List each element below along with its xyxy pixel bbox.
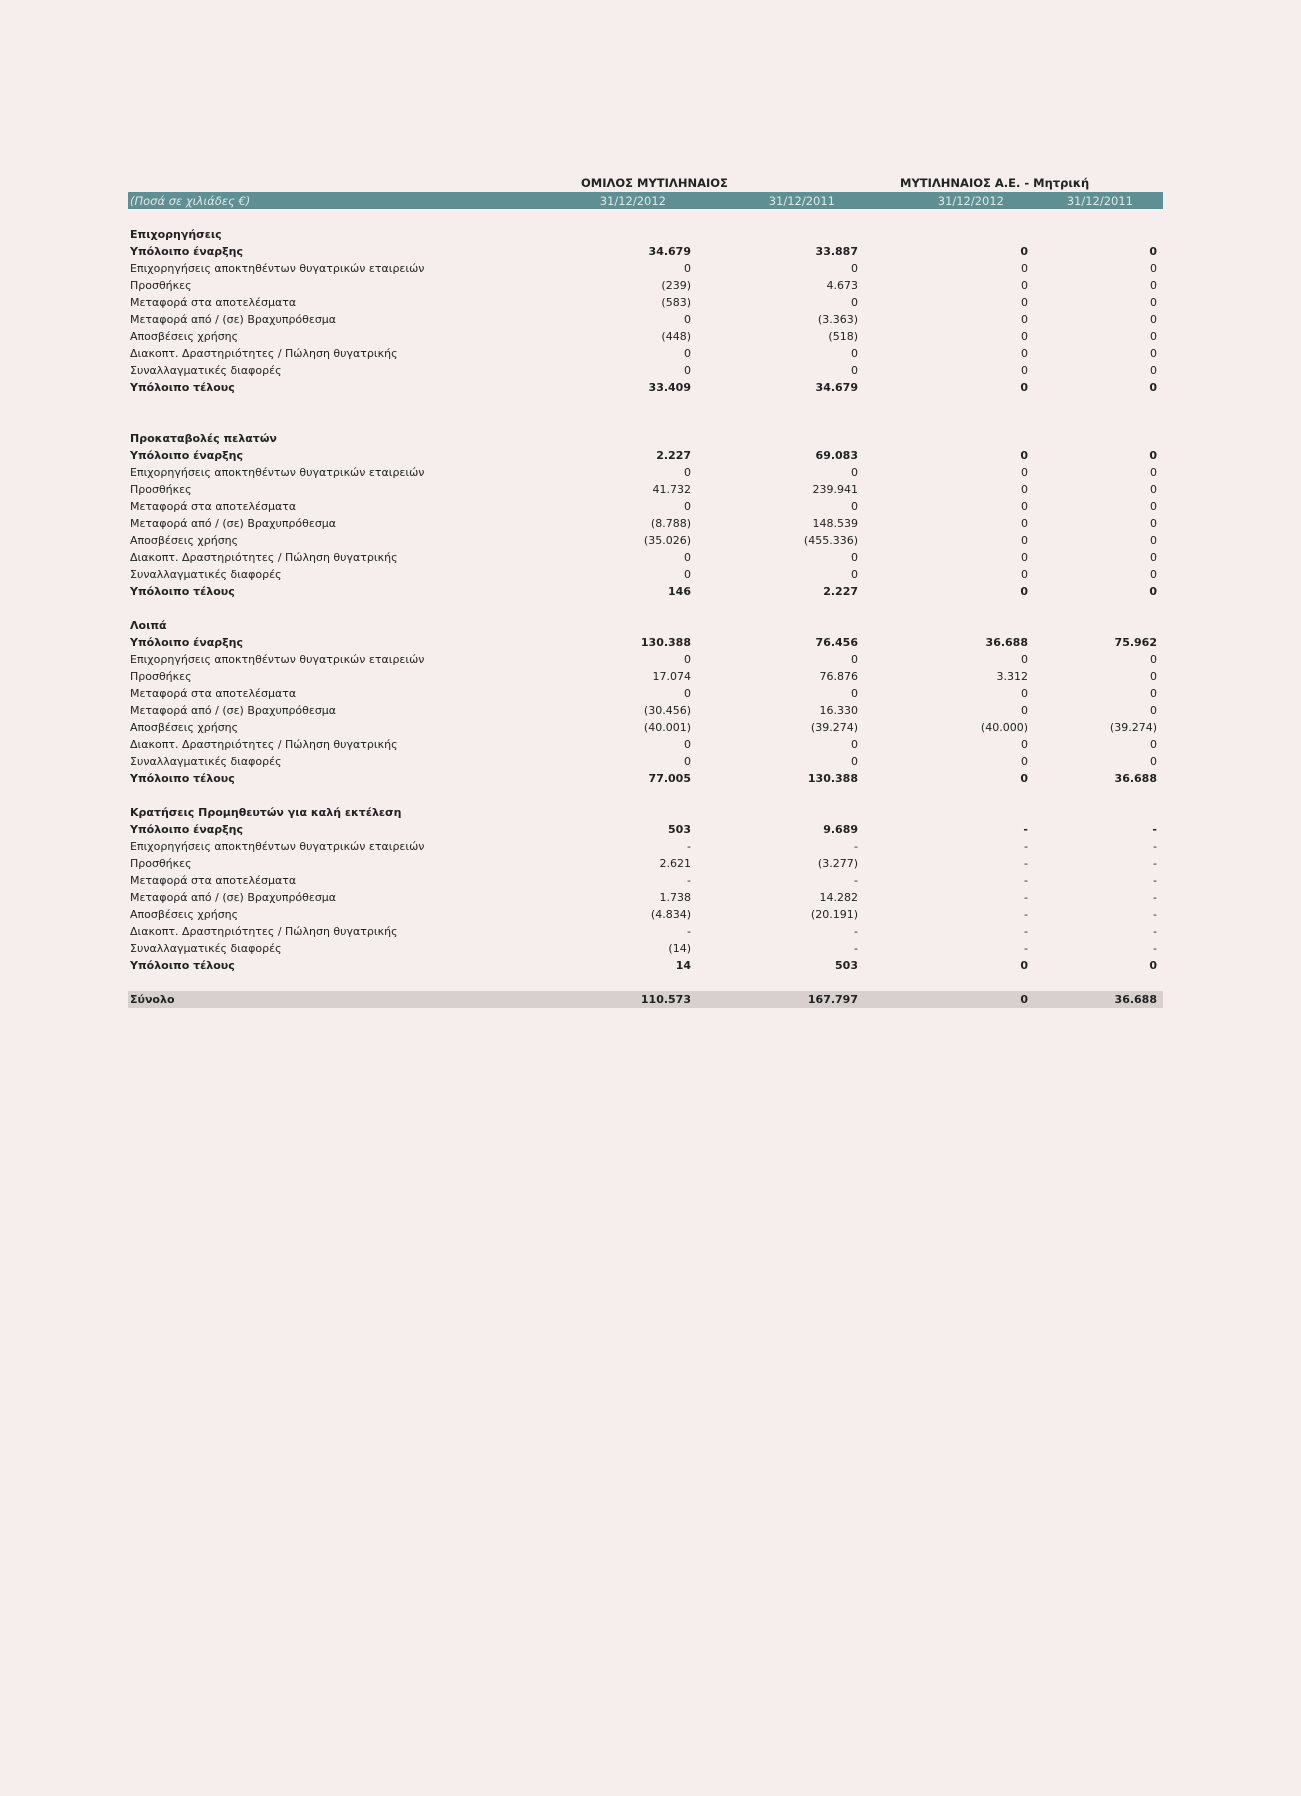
column-group-headers	[128, 172, 1163, 192]
table-row	[128, 260, 1163, 277]
value-cell: 76.456	[815, 636, 858, 649]
row-label: Αποσβέσεις χρήσης	[130, 330, 239, 343]
value-cell: (30.456)	[643, 704, 691, 717]
table-row	[128, 957, 1163, 974]
value-cell: 0	[1150, 551, 1157, 564]
empty-cell	[862, 430, 1032, 447]
table-row	[128, 872, 1163, 889]
value-cell: -	[854, 840, 858, 853]
table-row	[128, 362, 1163, 379]
value-cell: 0	[1021, 517, 1028, 530]
section-title-row	[128, 226, 1163, 243]
empty-cell	[862, 804, 1032, 821]
value-cell: (40.000)	[980, 721, 1028, 734]
row-label: Προσθήκες	[130, 857, 192, 870]
value-cell: 0	[1150, 534, 1157, 547]
empty-cell	[1032, 430, 1163, 447]
empty-cell	[554, 804, 695, 821]
total-row	[128, 991, 1163, 1008]
empty-cell	[1032, 617, 1163, 634]
empty-cell	[554, 430, 695, 447]
value-cell: 4.673	[826, 279, 858, 292]
table-row	[128, 311, 1163, 328]
table-row	[128, 685, 1163, 702]
value-cell: 0	[1150, 466, 1157, 479]
section-title-row	[128, 430, 1163, 447]
value-cell: (518)	[828, 330, 858, 343]
value-cell: (3.277)	[817, 857, 858, 870]
value-cell: 77.005	[648, 772, 691, 785]
table-row	[128, 855, 1163, 872]
row-label: Προσθήκες	[130, 279, 192, 292]
value-cell: 0	[684, 262, 691, 275]
row-label: Μεταφορά από / (σε) Βραχυπρόθεσμα	[130, 891, 337, 904]
row-label: Υπόλοιπο έναρξης	[130, 245, 244, 258]
section-title: Προκαταβολές πελατών	[130, 432, 277, 445]
row-label: Συναλλαγματικές διαφορές	[130, 568, 282, 581]
value-cell: 34.679	[648, 245, 691, 258]
value-cell: 14	[675, 959, 691, 972]
value-cell: -	[1153, 925, 1157, 938]
value-cell: 0	[1021, 262, 1028, 275]
value-cell: 0	[1021, 483, 1028, 496]
value-cell: 0	[684, 500, 691, 513]
value-cell: 0	[1020, 381, 1028, 394]
row-label: Μεταφορά στα αποτελέσματα	[130, 296, 297, 309]
value-cell: 0	[1021, 568, 1028, 581]
value-cell: 3.312	[996, 670, 1028, 683]
row-label: Διακοπτ. Δραστηριότητες / Πώληση θυγατρικής	[130, 551, 398, 564]
row-label: Επιχορηγήσεις αποκτηθέντων θυγατρικών εταιρειών	[130, 466, 425, 479]
value-cell: 0	[851, 738, 858, 751]
value-cell: -	[1153, 891, 1157, 904]
date-header: 31/12/2012	[599, 193, 666, 208]
row-label: Υπόλοιπο έναρξης	[130, 823, 244, 836]
value-cell: 0	[851, 755, 858, 768]
value-cell: 503	[835, 959, 858, 972]
value-cell: 0	[684, 466, 691, 479]
value-cell: 0	[684, 364, 691, 377]
table-row	[128, 838, 1163, 855]
value-cell: 0	[851, 262, 858, 275]
value-cell: 0	[1150, 738, 1157, 751]
table-row	[128, 566, 1163, 583]
value-cell: -	[687, 874, 691, 887]
table-row	[128, 498, 1163, 515]
value-cell: -	[1024, 908, 1028, 921]
value-cell: 146	[668, 585, 691, 598]
value-cell: 0	[1150, 653, 1157, 666]
value-cell: -	[1152, 823, 1157, 836]
value-cell: 0	[851, 687, 858, 700]
value-cell: 0	[1150, 687, 1157, 700]
value-cell: -	[1153, 857, 1157, 870]
table-row	[128, 753, 1163, 770]
row-label: Μεταφορά στα αποτελέσματα	[130, 874, 297, 887]
value-cell: 0	[851, 347, 858, 360]
row-label: Υπόλοιπο τέλους	[130, 381, 235, 394]
value-cell: 2.227	[656, 449, 691, 462]
value-cell: 0	[1150, 330, 1157, 343]
unit-label: (Ποσά σε χιλιάδες €)	[130, 193, 251, 208]
value-cell: 130.388	[807, 772, 858, 785]
row-label: Μεταφορά από / (σε) Βραχυπρόθεσμα	[130, 517, 337, 530]
spacer-cell	[128, 396, 1163, 430]
table-row	[128, 889, 1163, 906]
value-cell: 0	[1021, 364, 1028, 377]
value-cell: 69.083	[815, 449, 858, 462]
value-cell: 0	[1150, 704, 1157, 717]
value-cell: 33.409	[648, 381, 691, 394]
value-cell: 0	[851, 568, 858, 581]
value-cell: -	[1024, 891, 1028, 904]
row-label: Μεταφορά από / (σε) Βραχυπρόθεσμα	[130, 704, 337, 717]
table-row	[128, 719, 1163, 736]
value-cell: 0	[851, 500, 858, 513]
table-row	[128, 481, 1163, 498]
table-row	[128, 277, 1163, 294]
value-cell: 16.330	[819, 704, 858, 717]
value-cell: 0	[1150, 296, 1157, 309]
table-row	[128, 906, 1163, 923]
value-cell: -	[1153, 908, 1157, 921]
value-cell: 0	[1021, 279, 1028, 292]
value-cell: 0	[1021, 466, 1028, 479]
value-cell: (448)	[661, 330, 691, 343]
empty-cell	[554, 226, 695, 243]
value-cell: 239.941	[812, 483, 858, 496]
value-cell: 0	[1150, 755, 1157, 768]
value-cell: (39.274)	[810, 721, 858, 734]
value-cell: 36.688	[985, 636, 1028, 649]
value-cell: 0	[684, 738, 691, 751]
value-cell: 34.679	[815, 381, 858, 394]
section-title-row	[128, 617, 1163, 634]
row-label: Μεταφορά στα αποτελέσματα	[130, 687, 297, 700]
value-cell: 0	[684, 347, 691, 360]
table-row	[128, 821, 1163, 838]
value-cell: 0	[1021, 534, 1028, 547]
value-cell: 0	[1150, 517, 1157, 530]
header-band	[128, 192, 1163, 209]
section-title: Κρατήσεις Προμηθευτών για καλή εκτέλεση	[130, 806, 402, 819]
value-cell: 0	[1021, 347, 1028, 360]
value-cell: 0	[684, 551, 691, 564]
value-cell: 0	[1021, 653, 1028, 666]
row-label: Υπόλοιπο τέλους	[130, 772, 235, 785]
row-label: Αποσβέσεις χρήσης	[130, 534, 239, 547]
value-cell: 0	[1021, 704, 1028, 717]
row-label: Υπόλοιπο έναρξης	[130, 449, 244, 462]
value-cell: -	[1024, 925, 1028, 938]
value-cell: 0	[1020, 585, 1028, 598]
value-cell: (583)	[661, 296, 691, 309]
value-cell: -	[1023, 823, 1028, 836]
total-label: Σύνολο	[128, 991, 554, 1008]
value-cell: 0	[1150, 670, 1157, 683]
empty-cell	[695, 430, 862, 447]
row-label: Επιχορηγήσεις αποκτηθέντων θυγατρικών εταιρειών	[130, 262, 425, 275]
value-cell: (20.191)	[810, 908, 858, 921]
table-row	[128, 651, 1163, 668]
date-header: 31/12/2012	[937, 193, 1004, 208]
section-title: Λοιπά	[130, 619, 167, 632]
value-cell: -	[854, 925, 858, 938]
row-label: Υπόλοιπο τέλους	[130, 959, 235, 972]
table-row	[128, 770, 1163, 787]
table-row	[128, 702, 1163, 719]
table-row	[128, 583, 1163, 600]
row-label: Διακοπτ. Δραστηριότητες / Πώληση θυγατρικής	[130, 347, 398, 360]
value-cell: (4.834)	[650, 908, 691, 921]
value-cell: 0	[1021, 296, 1028, 309]
value-cell: 0	[684, 755, 691, 768]
table-row	[128, 668, 1163, 685]
value-cell: (39.274)	[1109, 721, 1157, 734]
value-cell: 0	[1021, 687, 1028, 700]
empty-cell	[695, 617, 862, 634]
value-cell: 41.732	[652, 483, 691, 496]
value-cell: 0	[851, 296, 858, 309]
row-label: Αποσβέσεις χρήσης	[130, 721, 239, 734]
value-cell: -	[1024, 874, 1028, 887]
table-row	[128, 379, 1163, 396]
table-row	[128, 940, 1163, 957]
table-row	[128, 549, 1163, 566]
data-table	[128, 209, 1163, 1008]
value-cell: 17.074	[652, 670, 691, 683]
empty-cell	[695, 226, 862, 243]
value-cell: 0	[851, 551, 858, 564]
date-header: 31/12/2011	[768, 193, 835, 208]
value-cell: 0	[1150, 568, 1157, 581]
spacer-row	[128, 974, 1163, 991]
value-cell: 0	[1150, 313, 1157, 326]
empty-cell	[862, 226, 1032, 243]
value-cell: 0	[684, 653, 691, 666]
value-cell: 0	[684, 313, 691, 326]
value-cell: 0	[1020, 772, 1028, 785]
table-row	[128, 515, 1163, 532]
value-cell: (3.363)	[817, 313, 858, 326]
spacer-cell	[128, 974, 1163, 991]
total-value: 0	[862, 991, 1032, 1008]
value-cell: (8.788)	[650, 517, 691, 530]
value-cell: 0	[1150, 364, 1157, 377]
table-row	[128, 294, 1163, 311]
row-label: Προσθήκες	[130, 483, 192, 496]
value-cell: 0	[1149, 245, 1157, 258]
spacer-row	[128, 396, 1163, 430]
total-value: 36.688	[1032, 991, 1163, 1008]
value-cell: 0	[1021, 755, 1028, 768]
table-row	[128, 328, 1163, 345]
value-cell: 36.688	[1114, 772, 1157, 785]
value-cell: 0	[851, 653, 858, 666]
value-cell: (35.026)	[643, 534, 691, 547]
spacer-row	[128, 600, 1163, 617]
empty-cell	[862, 617, 1032, 634]
value-cell: 503	[668, 823, 691, 836]
value-cell: -	[1024, 840, 1028, 853]
row-label: Διακοπτ. Δραστηριότητες / Πώληση θυγατρικής	[130, 738, 398, 751]
value-cell: 1.738	[659, 891, 691, 904]
value-cell: 0	[1150, 483, 1157, 496]
value-cell: -	[687, 925, 691, 938]
value-cell: 130.388	[640, 636, 691, 649]
value-cell: -	[1153, 840, 1157, 853]
table-row	[128, 243, 1163, 260]
value-cell: 0	[1020, 245, 1028, 258]
group-header-parent: ΜΥΤΙΛΗΝΑΙΟΣ Α.Ε. - Μητρική	[900, 176, 1090, 190]
value-cell: -	[1153, 874, 1157, 887]
spacer-row	[128, 787, 1163, 804]
value-cell: 14.282	[819, 891, 858, 904]
empty-cell	[554, 617, 695, 634]
value-cell: (239)	[661, 279, 691, 292]
value-cell: 0	[1149, 959, 1157, 972]
value-cell: 2.227	[823, 585, 858, 598]
row-label: Επιχορηγήσεις αποκτηθέντων θυγατρικών εταιρειών	[130, 840, 425, 853]
group-header-consolidated: ΟΜΙΛΟΣ ΜΥΤΙΛΗΝΑΙΟΣ	[581, 176, 728, 190]
value-cell: 0	[684, 687, 691, 700]
financial-table-sheet	[128, 172, 1163, 1008]
value-cell: (40.001)	[643, 721, 691, 734]
table-row	[128, 345, 1163, 362]
value-cell: 0	[1149, 381, 1157, 394]
empty-cell	[1032, 226, 1163, 243]
value-cell: -	[854, 874, 858, 887]
value-cell: 0	[1150, 500, 1157, 513]
value-cell: 0	[851, 364, 858, 377]
value-cell: 0	[1150, 347, 1157, 360]
row-label: Προσθήκες	[130, 670, 192, 683]
value-cell: (455.336)	[803, 534, 858, 547]
value-cell: 76.876	[819, 670, 858, 683]
value-cell: 0	[1021, 330, 1028, 343]
row-label: Επιχορηγήσεις αποκτηθέντων θυγατρικών εταιρειών	[130, 653, 425, 666]
table-row	[128, 532, 1163, 549]
row-label: Υπόλοιπο τέλους	[130, 585, 235, 598]
value-cell: 0	[851, 466, 858, 479]
row-label: Συναλλαγματικές διαφορές	[130, 364, 282, 377]
value-cell: 2.621	[659, 857, 691, 870]
value-cell: -	[1024, 857, 1028, 870]
value-cell: 0	[1149, 449, 1157, 462]
empty-cell	[695, 804, 862, 821]
value-cell: 0	[1149, 585, 1157, 598]
value-cell: 0	[1021, 313, 1028, 326]
table-row	[128, 634, 1163, 651]
row-label: Συναλλαγματικές διαφορές	[130, 942, 282, 955]
value-cell: 0	[1020, 959, 1028, 972]
value-cell: 33.887	[815, 245, 858, 258]
value-cell: 75.962	[1114, 636, 1157, 649]
table-body	[128, 209, 1163, 1008]
table-row	[128, 923, 1163, 940]
value-cell: 9.689	[823, 823, 858, 836]
value-cell: 0	[684, 568, 691, 581]
value-cell: 0	[1021, 551, 1028, 564]
value-cell: (14)	[668, 942, 691, 955]
total-value: 167.797	[695, 991, 862, 1008]
value-cell: 0	[1020, 449, 1028, 462]
row-label: Αποσβέσεις χρήσης	[130, 908, 239, 921]
value-cell: 0	[1150, 279, 1157, 292]
row-label: Διακοπτ. Δραστηριότητες / Πώληση θυγατρικής	[130, 925, 398, 938]
section-title-row	[128, 804, 1163, 821]
value-cell: -	[1024, 942, 1028, 955]
spacer-cell	[128, 209, 1163, 226]
spacer-cell	[128, 787, 1163, 804]
value-cell: -	[1153, 942, 1157, 955]
row-label: Υπόλοιπο έναρξης	[130, 636, 244, 649]
table-row	[128, 736, 1163, 753]
row-label: Μεταφορά στα αποτελέσματα	[130, 500, 297, 513]
spacer-cell	[128, 600, 1163, 617]
table-row	[128, 447, 1163, 464]
empty-cell	[1032, 804, 1163, 821]
value-cell: 148.539	[812, 517, 858, 530]
row-label: Μεταφορά από / (σε) Βραχυπρόθεσμα	[130, 313, 337, 326]
value-cell: 0	[1150, 262, 1157, 275]
row-label: Συναλλαγματικές διαφορές	[130, 755, 282, 768]
value-cell: 0	[1021, 738, 1028, 751]
date-header: 31/12/2011	[1066, 193, 1133, 208]
table-row	[128, 464, 1163, 481]
total-value: 110.573	[554, 991, 695, 1008]
value-cell: -	[687, 840, 691, 853]
value-cell: -	[854, 942, 858, 955]
spacer-row	[128, 209, 1163, 226]
value-cell: 0	[1021, 500, 1028, 513]
section-title: Επιχορηγήσεις	[130, 228, 222, 241]
